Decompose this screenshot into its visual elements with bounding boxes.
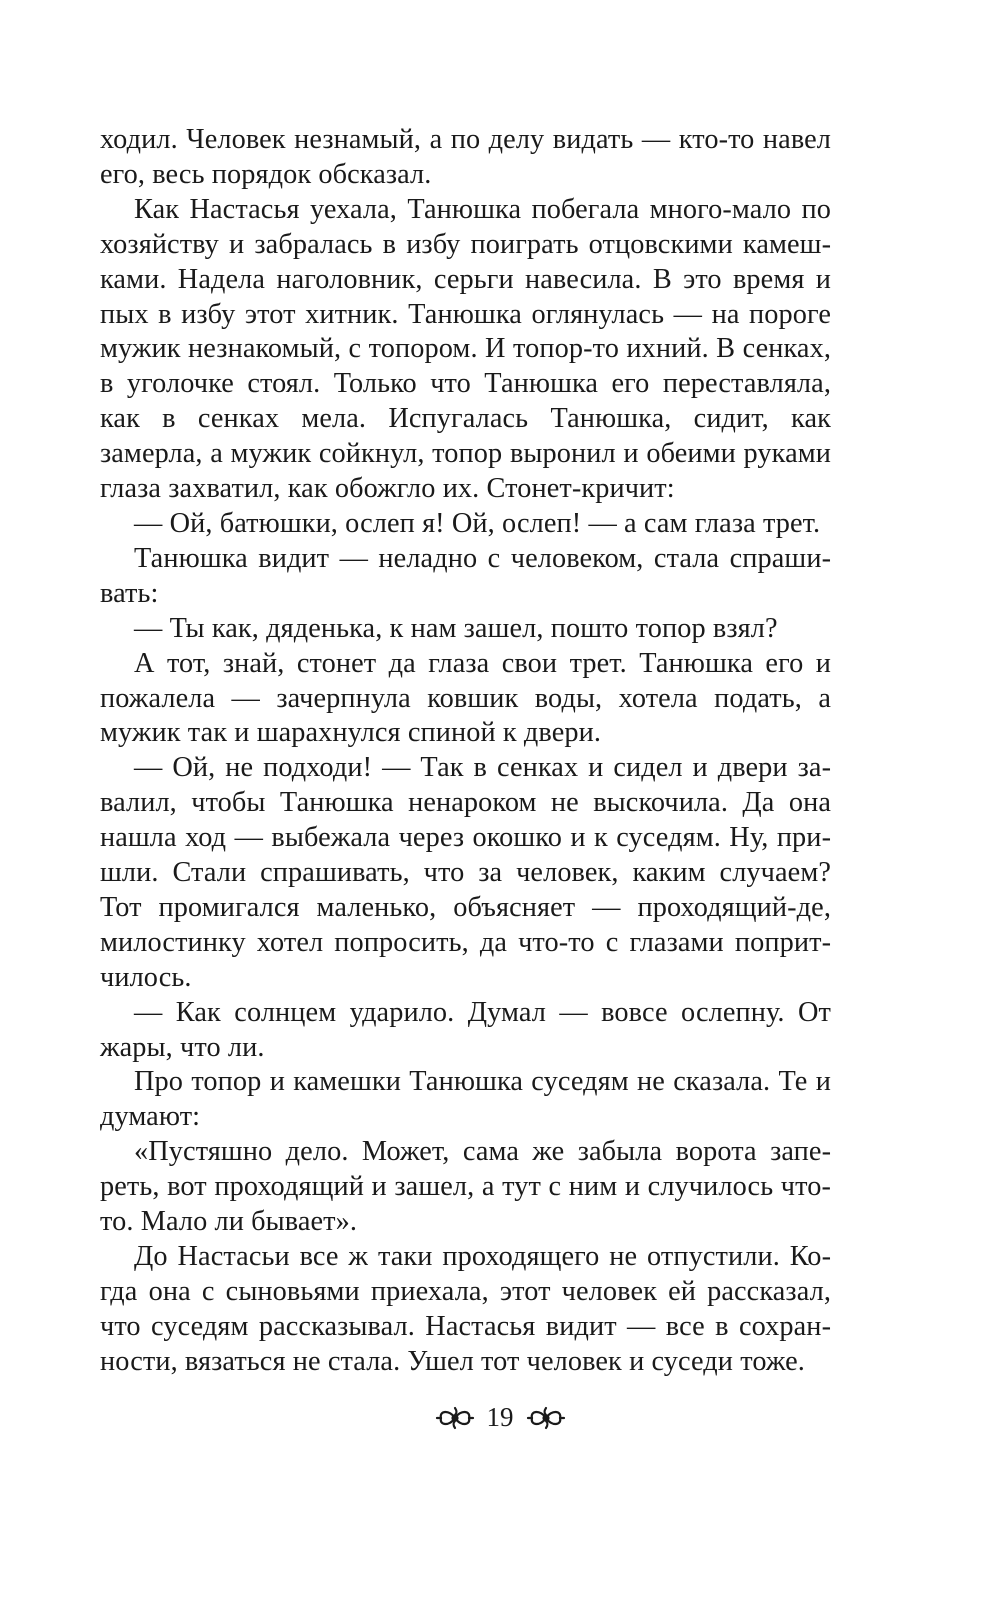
page-number: 19 <box>486 1402 514 1432</box>
paragraph: Про топор и камешки Танюшка суседям не сказала. Те и думают: <box>100 1066 831 1133</box>
floral-ornament-icon <box>526 1405 566 1431</box>
paragraph: Как Настасья уехала, Танюшка побегала много-мало по хозяйству и забралась в избу поиграть отцовскими камешками. Надела наголовник, серьги навесила. В это время и пых в избу этот хитник. Танюшка оглянулась — на пороге мужик незнакомый, с топором. И топор-то ихний. В сенках, в уголочке стоял. Только что Танюшка его переставляла, как в сенках мела. Испугалась Танюшка, сидит, как замерла, а мужик сойкнул, топор выронил и обеими руками глаза захватил, как обожгло их. Стонет-кричит: <box>100 193 831 505</box>
page-footer <box>0 1402 1000 1433</box>
book-page-body <box>100 123 831 1380</box>
dialogue-line: — Ой, не подходи! — Так в сенках и сидел и двери завалил, чтобы Танюшка ненароком не выскочила. Да она нашла ход — выбежала через окошко и к суседям. Ну, пришли. Стали спрашивать, что за человек, каким случаем? Тот промигался маленько, объясняет — проходящий-де, милостинку хотел попросить, да что-то с глазами попритчилось. <box>100 752 831 993</box>
dialogue-line: — Ты как, дяденька, к нам зашел, пошто топор взял? <box>134 612 778 644</box>
paragraph: ходил. Человек незнамый, а по делу видать — кто-то навел его, весь порядок обсказал. <box>100 124 831 190</box>
quote-paragraph: «Пустяшно дело. Может, сама же забыла ворота запереть, вот проходящий и зашел, а тут с ним и случилось что-то. Мало ли бывает». <box>100 1136 831 1238</box>
paragraph: А тот, знай, стонет да глаза свои трет. Танюшка его и пожалела — зачерпнула ковшик воды, хотела подать, а мужик так и шарахнулся спиной к двери. <box>100 647 831 749</box>
paragraph: Танюшка видит — неладно с человеком, стала спрашивать: <box>100 542 831 609</box>
paragraph: До Настасьи все ж таки проходящего не отпустили. Когда она с сыновьями приехала, этот человек ей рассказал, что суседям рассказывал. Настасья видит — все в сохранности, вязаться не стала. Ушел тот человек и суседи тоже. <box>100 1241 831 1377</box>
floral-ornament-icon <box>435 1405 475 1431</box>
dialogue-line: — Ой, батюшки, ослеп я! Ой, ослеп! — а сам глаза трет. <box>134 507 821 539</box>
dialogue-line: — Как солнцем ударило. Думал — вовсе ослепну. От жары, что ли. <box>100 996 831 1063</box>
